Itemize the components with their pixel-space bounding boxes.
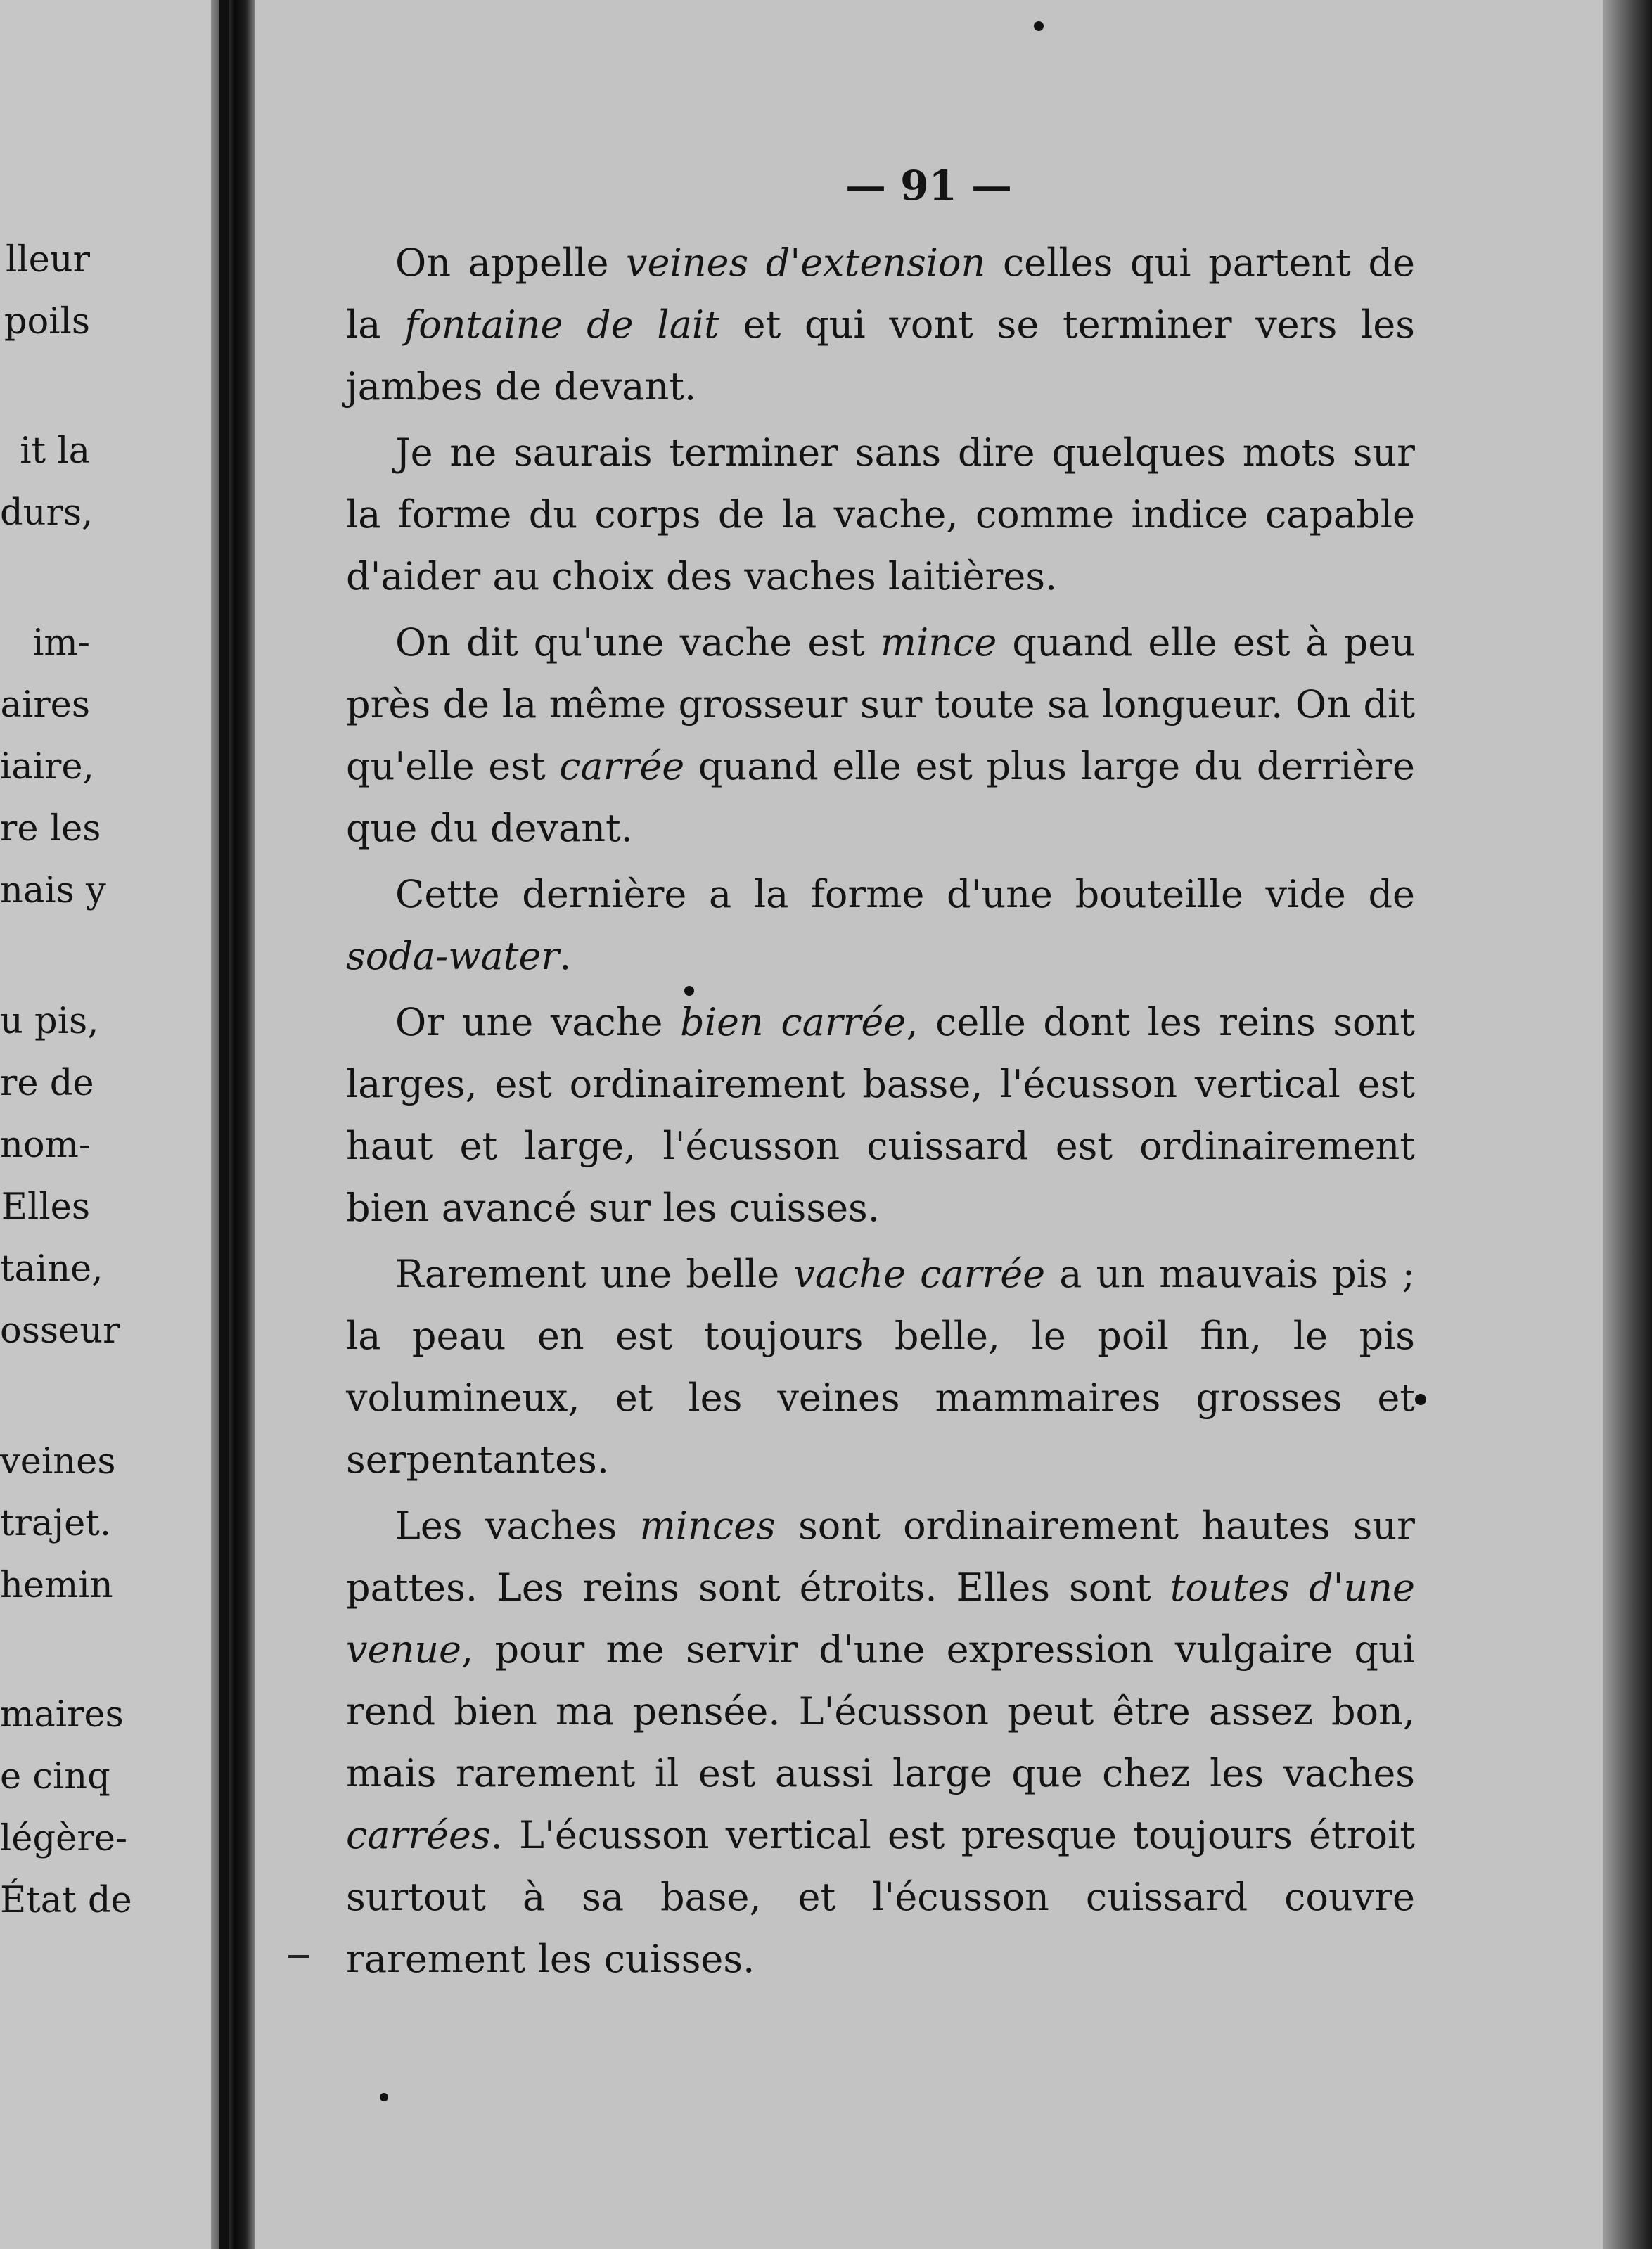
text-run: On appelle: [395, 241, 627, 285]
margin-mark: [288, 1955, 309, 1958]
italic-text: minces: [639, 1504, 776, 1548]
paragraph: [346, 1495, 1415, 1990]
left-page-line: hemin: [0, 1565, 113, 1606]
left-page-line: e cinq: [0, 1756, 110, 1798]
text-run: .: [559, 934, 572, 978]
paragraph: [346, 1243, 1415, 1491]
left-page-line: veines: [0, 1441, 116, 1482]
left-page-line: im-: [32, 622, 90, 664]
right-page-edge: [1603, 0, 1652, 2249]
left-page-line: durs,: [0, 492, 94, 534]
page-number: — 91 —: [845, 162, 1013, 210]
text-run: , celle dont les reins sont larges, est ordinairement basse, l'écusson vertical est haut et large, l'écusson cuissard est ordinairement bien avancé sur les cuisses.: [346, 1000, 1415, 1230]
left-page-fragment: [0, 0, 211, 2249]
left-page-line: nom-: [0, 1124, 91, 1166]
text-run: Rarement une belle: [395, 1252, 794, 1296]
left-page-line: maires: [0, 1694, 124, 1736]
paragraph: [346, 232, 1415, 418]
paragraph: [346, 612, 1415, 859]
paragraph: [346, 992, 1415, 1239]
text-run: , pour me servir d'une expression vulgaire qui rend bien ma pensée. L'écusson peut être assez bon, mais rarement il est aussi large que chez les vaches: [346, 1627, 1415, 1795]
left-page-line: u pis,: [0, 1001, 99, 1042]
italic-text: veines d'extension: [626, 241, 986, 285]
paragraph: [346, 422, 1415, 608]
italic-text: vache carrée: [793, 1252, 1046, 1296]
text-run: On dit qu'une vache est: [395, 620, 881, 665]
italic-text: carrée: [559, 744, 685, 788]
text-run: a un mauvais pis ; la peau en est toujours belle, le poil fin, le pis volumineux, et les veines mammaires grosses et serpentantes.: [346, 1252, 1415, 1482]
left-page-line: nais y: [0, 870, 106, 911]
left-page-line: poils: [4, 301, 90, 342]
book-gutter: [211, 0, 255, 2249]
italic-text: fontaine de lait: [404, 302, 719, 347]
left-page-line: lleur: [5, 239, 90, 281]
text-run: celles qui partent de la: [346, 241, 1415, 347]
text-run: Cette dernière a la forme d'une bouteille vide de: [395, 872, 1415, 916]
italic-text: mince: [880, 620, 997, 665]
left-page-line: aires: [0, 684, 90, 726]
gutter-shadow-line: [219, 0, 229, 2249]
text-run: Les vaches: [395, 1504, 640, 1548]
text-run: Je ne saurais terminer sans dire quelques mots sur la forme du corps de la vache, comme indice capable d'aider au choix des vaches laitières.: [346, 430, 1415, 598]
left-page-line: légère-: [0, 1818, 128, 1859]
italic-text: toutes d'une venue: [346, 1565, 1415, 1672]
speck: [1034, 21, 1044, 31]
speck: [380, 2093, 388, 2101]
left-page-line: it la: [20, 430, 90, 472]
left-page-line: taine,: [0, 1248, 103, 1290]
speck: [684, 986, 694, 996]
text-run: Or une vache: [395, 1000, 681, 1044]
paragraph: [346, 864, 1415, 987]
left-page-line: re de: [0, 1063, 94, 1104]
left-page-line: trajet.: [0, 1503, 111, 1544]
text-run: quand elle est plus large du derrière que du devant.: [346, 744, 1415, 850]
italic-text: carrées: [346, 1813, 491, 1857]
page-body-text: [346, 232, 1415, 1994]
speck: [1415, 1394, 1426, 1405]
left-page-line: Elles: [1, 1186, 90, 1228]
italic-text: soda-water: [346, 934, 560, 978]
italic-text: bien carrée: [680, 1000, 907, 1044]
left-page-line: iaire,: [0, 746, 94, 788]
book-page: [255, 0, 1603, 2249]
left-page-line: osseur: [0, 1310, 120, 1352]
text-run: . L'écusson vertical est presque toujours étroit surtout à sa base, et l'écusson cuissard couvre rarement les cuisses.: [346, 1813, 1415, 1981]
text-run: quand elle est à peu près de la même grosseur sur toute sa longueur. On dit qu'elle est: [346, 620, 1415, 788]
text-run: et qui vont se terminer vers les jambes de devant.: [346, 302, 1415, 409]
left-page-line: re les: [0, 808, 101, 850]
text-run: sont ordinairement hautes sur pattes. Les reins sont étroits. Elles sont: [346, 1504, 1415, 1610]
left-page-line: État de: [0, 1880, 132, 1921]
